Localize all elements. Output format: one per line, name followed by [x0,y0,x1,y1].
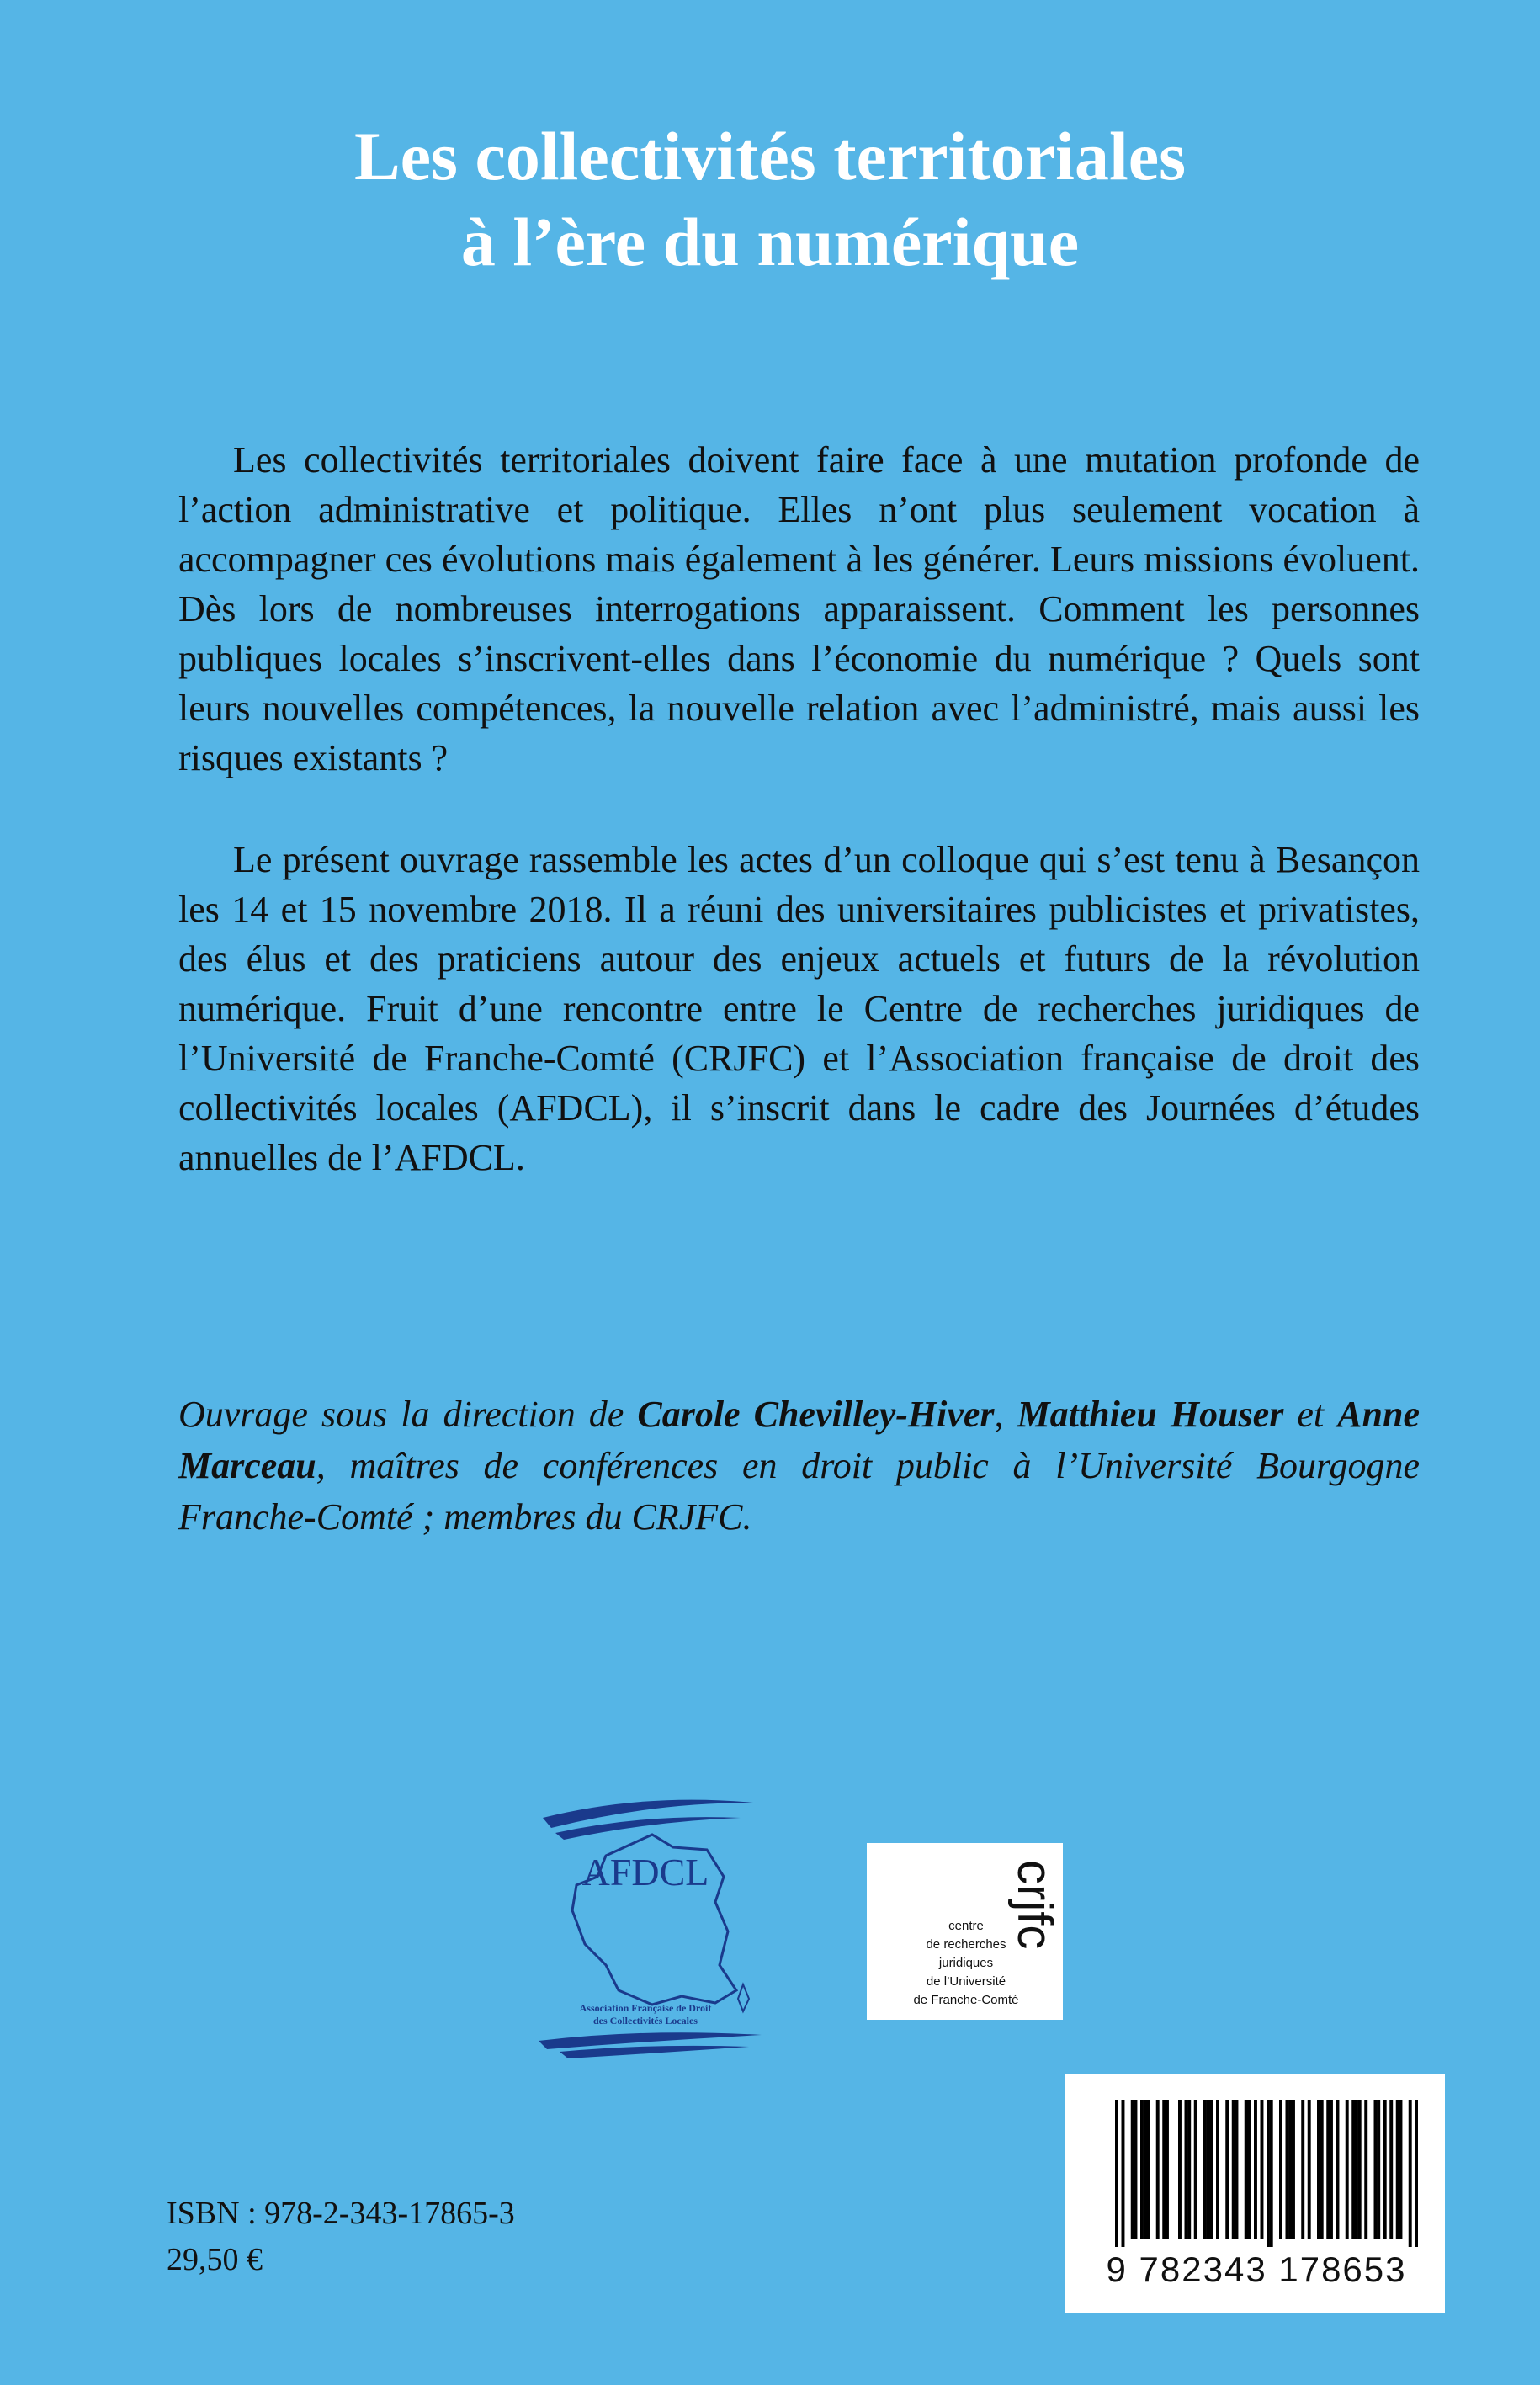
barcode-bar [1235,2100,1239,2239]
barcode-bar [1147,2100,1150,2239]
barcode-bar [1320,2100,1324,2239]
barcode-bar [1336,2100,1340,2239]
barcode [1065,2074,1445,2313]
barcode-bar [1409,2100,1412,2247]
barcode-bar [1374,2100,1378,2239]
barcode-bar [1399,2100,1403,2239]
barcode-bar [1261,2100,1264,2239]
barcode-bar [1351,2100,1355,2239]
barcode-bar [1358,2100,1362,2239]
barcode-bar [1267,2100,1270,2247]
barcode-bar [1389,2100,1393,2239]
barcode-bars [1115,2100,1418,2247]
barcode-bar [1134,2100,1138,2239]
barcode-bar [1210,2100,1213,2239]
title-line-1: Les collectivités territoriales [353,118,1187,194]
barcode-bar [1270,2100,1273,2247]
barcode-bar [1279,2100,1282,2239]
barcode-digits: 9 782343 178653 [1106,2250,1407,2289]
barcode-bar [1156,2100,1160,2239]
price-text: 29,50 € [167,2242,263,2277]
barcode-bar [1225,2100,1229,2239]
barcode-bar [1396,2100,1399,2239]
crjfc-line-1: centre [948,1919,984,1933]
barcode-bar [1317,2100,1320,2239]
barcode-bar [1178,2100,1182,2239]
barcode-bar [1115,2100,1118,2247]
barcode-bar [1288,2100,1292,2239]
editor-name-1: Carole Chevilley-Hiver [637,1394,995,1435]
barcode-bar [1162,2100,1166,2239]
crjfc-line-5: de Franche-Comté [913,1993,1019,2007]
barcode-bar [1248,2100,1251,2239]
barcode-bar [1301,2100,1304,2239]
credit-outro: , maîtres de conférences en droit public à l’Université Bourgogne Franche-Comté ; membres du CRJFC. [178,1445,1420,1538]
paragraph-1-text: Les collectivités territoriales doivent faire face à une mutation profonde de l’action administrative et politique. Elles n’ont plus seulement vocation à accompagner ces évolutions mais également à les générer. Leurs missions évoluent. Dès lors de nombreuses interrogations apparaissent. Comment les personnes publiques locales s’inscrivent-elles dans l’économie du numérique ? Quels sont leurs nouvelles compétences, la nouvelle relation avec l’administré, mais aussi les risques existants ? [178,439,1420,778]
barcode-bar [1166,2100,1169,2239]
barcode-bar [1131,2100,1134,2239]
barcode-bar [1216,2100,1219,2239]
crjfc-line-3: juridiques [938,1956,994,1970]
barcode-bar [1355,2100,1358,2239]
paragraph-2-text: Le présent ouvrage rassemble les actes d’un colloque qui s’est tenu à Besançon les 14 et 15 novembre 2018. Il a réuni des universitaires publicistes et privatistes, des élus et des praticiens autour des enjeux actuels et futurs de la révolution numérique. Fruit d’une rencontre entre le Centre de recherches juridiques de l’Université de Franche-Comté (CRJFC) et l’Association française de droit des collectivités locales (AFDCL), il s’inscrit dans le cadre des Journées d’études annuelles de l’AFDCL. [178,839,1420,1178]
crjfc-name [874,1917,1059,2010]
afdcl-acronym: AFDCL [581,1851,709,1894]
isbn-text: ISBN : 978-2-343-17865-3 [167,2196,515,2231]
afdcl-emblem-graphic [526,1784,766,2062]
barcode-bar [1364,2100,1367,2239]
crjfc-wordmark: crjfc [1007,1860,1062,1950]
editors-credit [178,1389,1420,1543]
blurb-paragraph-2 [178,835,1420,1182]
barcode-bar [1254,2100,1257,2239]
barcode-bar [1122,2100,1125,2247]
barcode-bar [1232,2100,1235,2239]
barcode-bar [1308,2100,1311,2239]
barcode-bar [1140,2100,1144,2239]
crjfc-line-4: de l’Université [926,1974,1006,1989]
blurb-paragraph-1 [178,435,1420,783]
barcode-bar [1245,2100,1248,2239]
barcode-bar [1383,2100,1387,2239]
barcode-bar [1185,2100,1188,2239]
crjfc-line-2: de recherches [926,1937,1006,1952]
barcode-bar [1194,2100,1197,2239]
crjfc-logo [867,1843,1063,2020]
barcode-bar [1286,2100,1289,2239]
afdcl-name-line-1: Association Française de Droit [579,2002,712,2014]
book-title [0,114,1540,285]
credit-separator-2: et [1283,1394,1338,1435]
editor-name-3: Anne Marceau [178,1394,1420,1486]
barcode-bar [1207,2100,1210,2239]
credit-separator-1: , [994,1394,1017,1435]
barcode-bar [1346,2100,1349,2239]
barcode-bar [1326,2100,1330,2239]
barcode-bar [1415,2100,1418,2247]
barcode-bar [1203,2100,1207,2239]
barcode-bar [1330,2100,1333,2239]
credit-intro: Ouvrage sous la direction de [178,1394,638,1435]
barcode-bar [1377,2100,1380,2239]
afdcl-logo [526,1784,766,2062]
barcode-bar [1292,2100,1295,2239]
afdcl-name-line-2: des Collectivités Locales [593,2015,698,2026]
barcode-bar [1187,2100,1191,2239]
barcode-bar [1144,2100,1147,2239]
title-line-2: à l’ère du numérique [460,204,1080,280]
editor-name-2: Matthieu Houser [1017,1394,1284,1435]
